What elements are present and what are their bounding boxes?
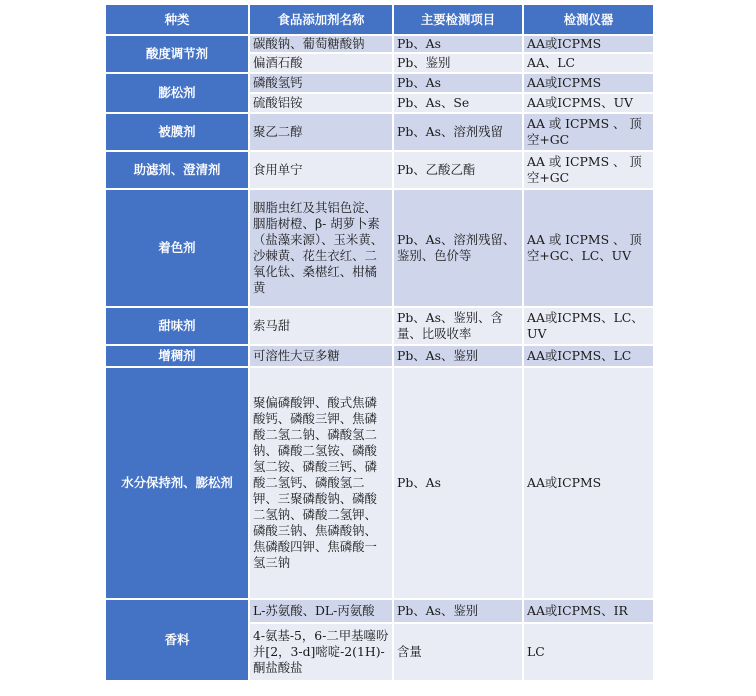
test-items-cell: Pb、As、鉴别、含量、比吸收率 — [393, 307, 523, 345]
table-row — [105, 599, 654, 623]
category-cell: 甜味剂 — [105, 307, 249, 345]
category-cell: 助滤剂、澄清剂 — [105, 151, 249, 189]
instruments-cell: AA 或 ICPMS 、 顶空+GC — [523, 113, 654, 151]
instruments-cell: AA、LC — [523, 53, 654, 73]
test-items-cell: 含量 — [393, 623, 523, 681]
table-row — [105, 151, 654, 189]
header-category: 种类 — [105, 4, 249, 35]
additive-name-cell: 可溶性大豆多糖 — [249, 345, 393, 367]
test-items-cell: Pb、As、溶剂残留 — [393, 113, 523, 151]
test-items-cell: Pb、As、溶剂残留、鉴别、色价等 — [393, 189, 523, 307]
instruments-cell: AA或ICPMS、UV — [523, 93, 654, 113]
additive-name-cell: L-苏氨酸、DL-丙氨酸 — [249, 599, 393, 623]
additive-name-cell: 索马甜 — [249, 307, 393, 345]
category-cell: 被膜剂 — [105, 113, 249, 151]
test-items-cell: Pb、鉴别 — [393, 53, 523, 73]
category-cell: 酸度调节剂 — [105, 35, 249, 73]
table-row — [105, 73, 654, 93]
additive-name-cell: 食用单宁 — [249, 151, 393, 189]
instruments-cell: AA或ICPMS、IR — [523, 599, 654, 623]
instruments-cell: AA或ICPMS、LC — [523, 345, 654, 367]
test-items-cell: Pb、As — [393, 35, 523, 53]
category-cell: 膨松剂 — [105, 73, 249, 113]
food-additive-table — [104, 3, 655, 682]
instruments-cell: AA 或 ICPMS 、 顶空+GC、LC、UV — [523, 189, 654, 307]
instruments-cell: AA或ICPMS、LC、UV — [523, 307, 654, 345]
header-instruments: 检测仪器 — [523, 4, 654, 35]
instruments-cell: AA或ICPMS — [523, 35, 654, 53]
test-items-cell: Pb、As、鉴别 — [393, 345, 523, 367]
category-cell: 香料 — [105, 599, 249, 681]
additive-name-cell: 聚偏磷酸钾、酸式焦磷酸钙、磷酸三钾、焦磷酸二氢二钠、磷酸氢二钠、磷酸二氢铵、磷酸氢二铵、磷酸三钙、磷酸二氢钙、磷酸氢二钾、三聚磷酸钠、磷酸二氢钠、磷酸二氢钾、磷酸三钠、焦磷酸钠、焦磷酸四钾、焦磷酸一氢三钠 — [249, 367, 393, 599]
test-items-cell: Pb、乙酸乙酯 — [393, 151, 523, 189]
test-items-cell: Pb、As — [393, 367, 523, 599]
instruments-cell: AA 或 ICPMS 、 顶空+GC — [523, 151, 654, 189]
header-test-items: 主要检测项目 — [393, 4, 523, 35]
table-row — [105, 113, 654, 151]
category-cell: 水分保持剂、膨松剂 — [105, 367, 249, 599]
additive-name-cell: 碳酸钠、葡萄糖酸钠 — [249, 35, 393, 53]
instruments-cell: LC — [523, 623, 654, 681]
test-items-cell: Pb、As、鉴别 — [393, 599, 523, 623]
instruments-cell: AA或ICPMS — [523, 73, 654, 93]
additive-name-cell: 偏酒石酸 — [249, 53, 393, 73]
category-cell: 增稠剂 — [105, 345, 249, 367]
additive-name-cell: 磷酸氢钙 — [249, 73, 393, 93]
table-row — [105, 307, 654, 345]
category-cell: 着色剂 — [105, 189, 249, 307]
additive-name-cell: 胭脂虫红及其铝色淀、胭脂树橙、β- 胡萝卜素（盐藻来源）、玉米黄、沙棘黄、花生衣红、二氧化钛、桑椹红、柑橘黄 — [249, 189, 393, 307]
test-items-cell: Pb、As、Se — [393, 93, 523, 113]
table-row — [105, 345, 654, 367]
additive-name-cell: 硫酸铝铵 — [249, 93, 393, 113]
header-additive-name: 食品添加剂名称 — [249, 4, 393, 35]
table-header-row — [105, 4, 654, 35]
table-row — [105, 189, 654, 307]
test-items-cell: Pb、As — [393, 73, 523, 93]
additive-name-cell: 4-氨基-5，6-二甲基噻吩并[2，3-d]嘧啶-2(1H)-酮盐酸盐 — [249, 623, 393, 681]
instruments-cell: AA或ICPMS — [523, 367, 654, 599]
table-row — [105, 367, 654, 599]
table-row — [105, 35, 654, 53]
additive-name-cell: 聚乙二醇 — [249, 113, 393, 151]
